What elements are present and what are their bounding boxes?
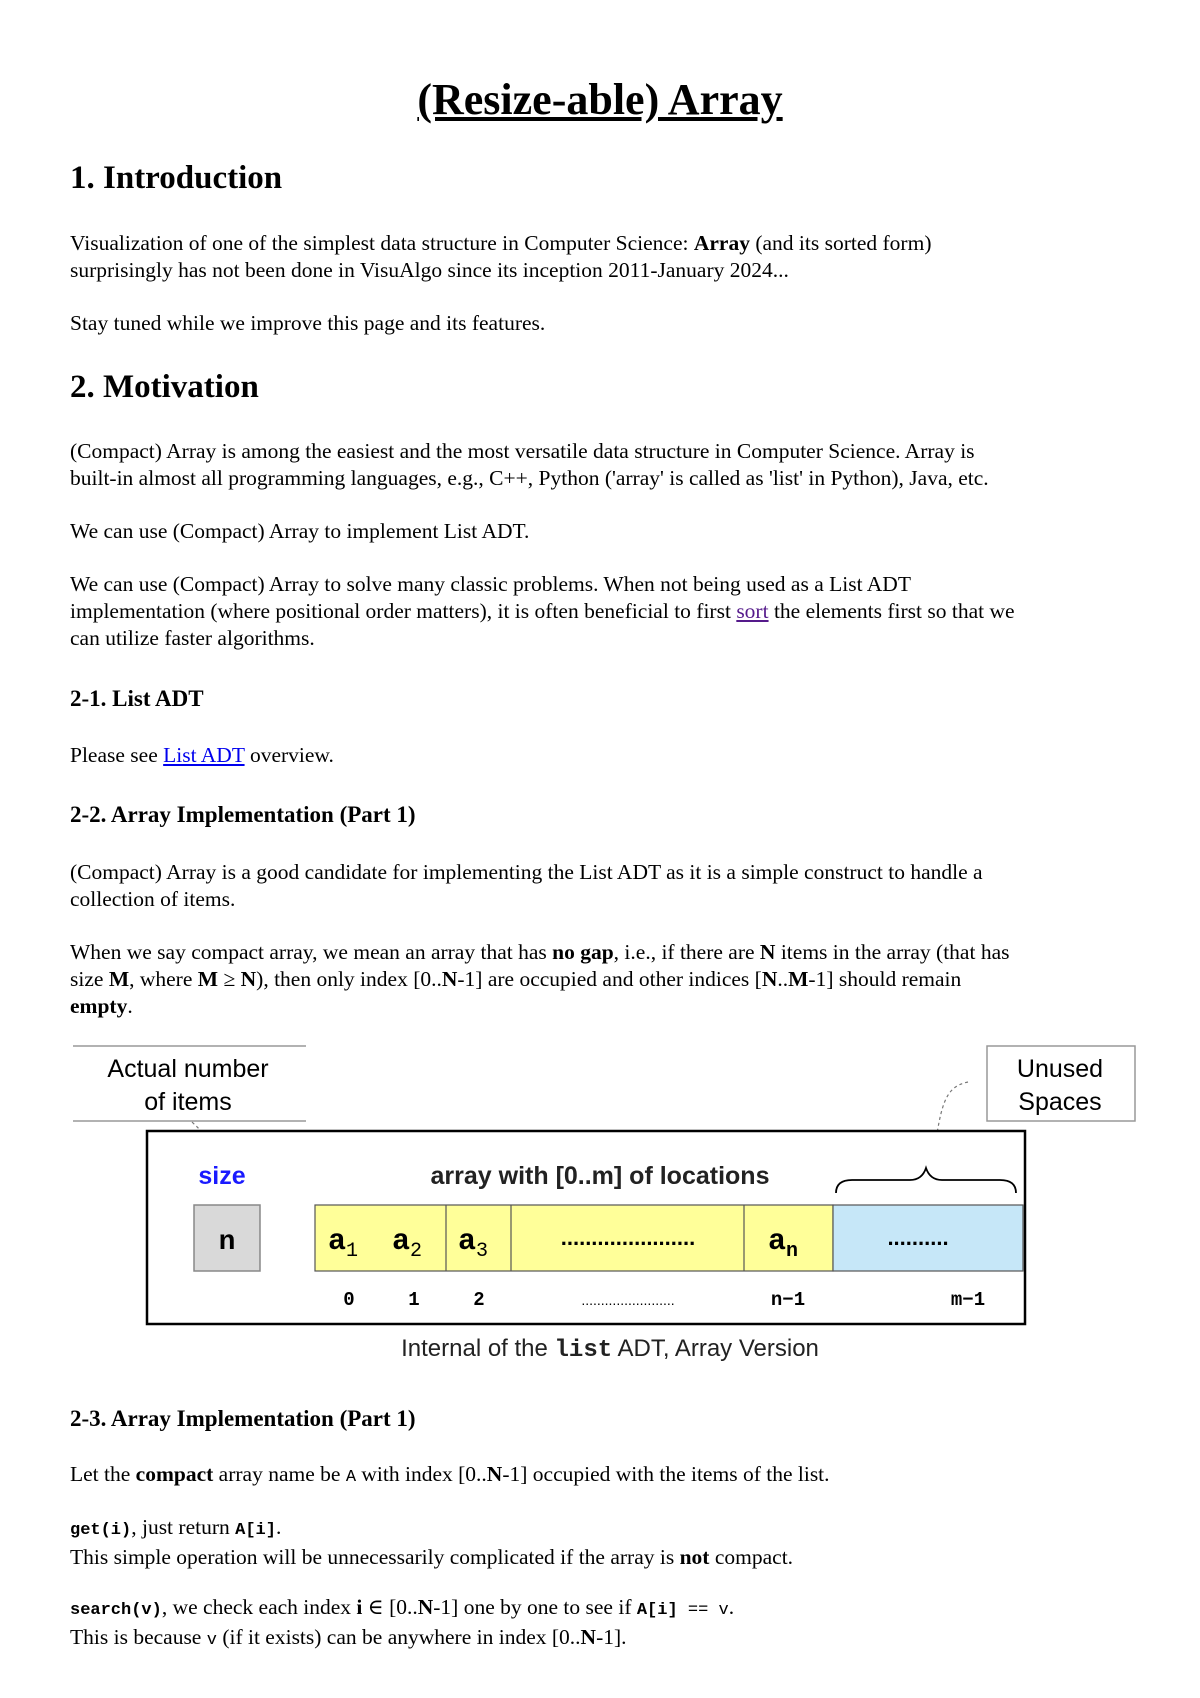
array-impl-paragraph-2: When we say compact array, we mean an array that has no gap, i.e., if there are N items in the array (that has size M, where M ≥ N), then only index [0..N-1] are occupied and other indices [N..M-1] should remain empty.	[70, 940, 1010, 1018]
compact-array-paragraph: Let the compact array name be A with index [0..N-1] occupied with the items of the list.	[70, 1462, 830, 1487]
figure-caption: Internal of the list ADT, Array Version	[401, 1335, 819, 1364]
cell-a2: $a_2$	[392, 1225, 423, 1263]
motivation-paragraph-1: (Compact) Array is among the easiest and the most versatile data structure in Computer Science. Array is built-in almost all programming languages, e.g., C++, Python ('array' is called as 'list' in Python), Java, etc.	[70, 439, 989, 490]
array-impl-paragraph-1: (Compact) Array is a good candidate for implementing the List ADT as it is a simple construct to handle a collection of items.	[70, 860, 983, 911]
size-value: n	[218, 1227, 236, 1258]
index-m-minus-1: m−1	[950, 1289, 986, 1311]
cell-a3: $a_3$	[458, 1225, 489, 1263]
label-spaces: Spaces	[1018, 1088, 1102, 1116]
cell-dots-blue: ..........	[887, 1225, 949, 1250]
section-heading-introduction: 1. Introduction	[70, 160, 283, 196]
size-label: size	[198, 1162, 246, 1190]
get-operation-paragraph: get(i), just return A[i]. This simple operation will be unnecessarily complicated if the array is not compact.	[70, 1515, 794, 1569]
section-heading-array-impl-part1: 2-2. Array Implementation (Part 1)	[70, 802, 416, 827]
section-heading-list-adt: 2-1. List ADT	[70, 686, 204, 711]
index-n-minus-1: n−1	[770, 1289, 806, 1311]
label-of-items: of items	[144, 1088, 232, 1116]
section-heading-array-impl-part1-b: 2-3. Array Implementation (Part 1)	[70, 1406, 416, 1431]
intro-paragraph-2: Stay tuned while we improve this page and its features.	[70, 311, 546, 335]
motivation-paragraph-3: We can use (Compact) Array to solve many classic problems. When not being used as a List ADT implementation (where positional order matters), it is often beneficial to first sort the elements first so that we can utilize faster algorithms.	[70, 572, 1015, 650]
cell-dots-yellow: ......................	[560, 1225, 696, 1250]
cell-an: $a_n$	[768, 1225, 799, 1263]
cell-a1: $a_1$	[328, 1225, 359, 1263]
array-diagram-figure	[70, 1042, 1150, 1372]
sort-link[interactable]: sort	[736, 599, 769, 623]
label-unused: Unused	[1016, 1055, 1104, 1083]
search-operation-paragraph: search(v), we check each index i ∈ [0..N-1] one by one to see if A[i] == v. This is because v (if it exists) can be anywhere in index [0..N-1].	[70, 1595, 735, 1650]
intro-paragraph-1: Visualization of one of the simplest data structure in Computer Science: Array (and its sorted form) surprisingly has not been done in VisuAlgo since its inception 2011-January 2024...	[70, 231, 932, 282]
label-actual-number: Actual number	[107, 1055, 269, 1083]
index-0: 0	[343, 1289, 355, 1311]
list-adt-paragraph: Please see List ADT overview.	[70, 743, 334, 767]
index-dots: ........................	[581, 1292, 675, 1308]
index-1: 1	[408, 1289, 420, 1311]
motivation-paragraph-2: We can use (Compact) Array to implement List ADT.	[70, 519, 530, 543]
page-title: (Resize-able) Array	[417, 75, 783, 124]
section-heading-motivation: 2. Motivation	[70, 369, 259, 405]
array-title: array with [0..m] of locations	[430, 1162, 770, 1190]
index-2: 2	[473, 1289, 485, 1311]
list-adt-link[interactable]: List ADT	[163, 743, 245, 767]
